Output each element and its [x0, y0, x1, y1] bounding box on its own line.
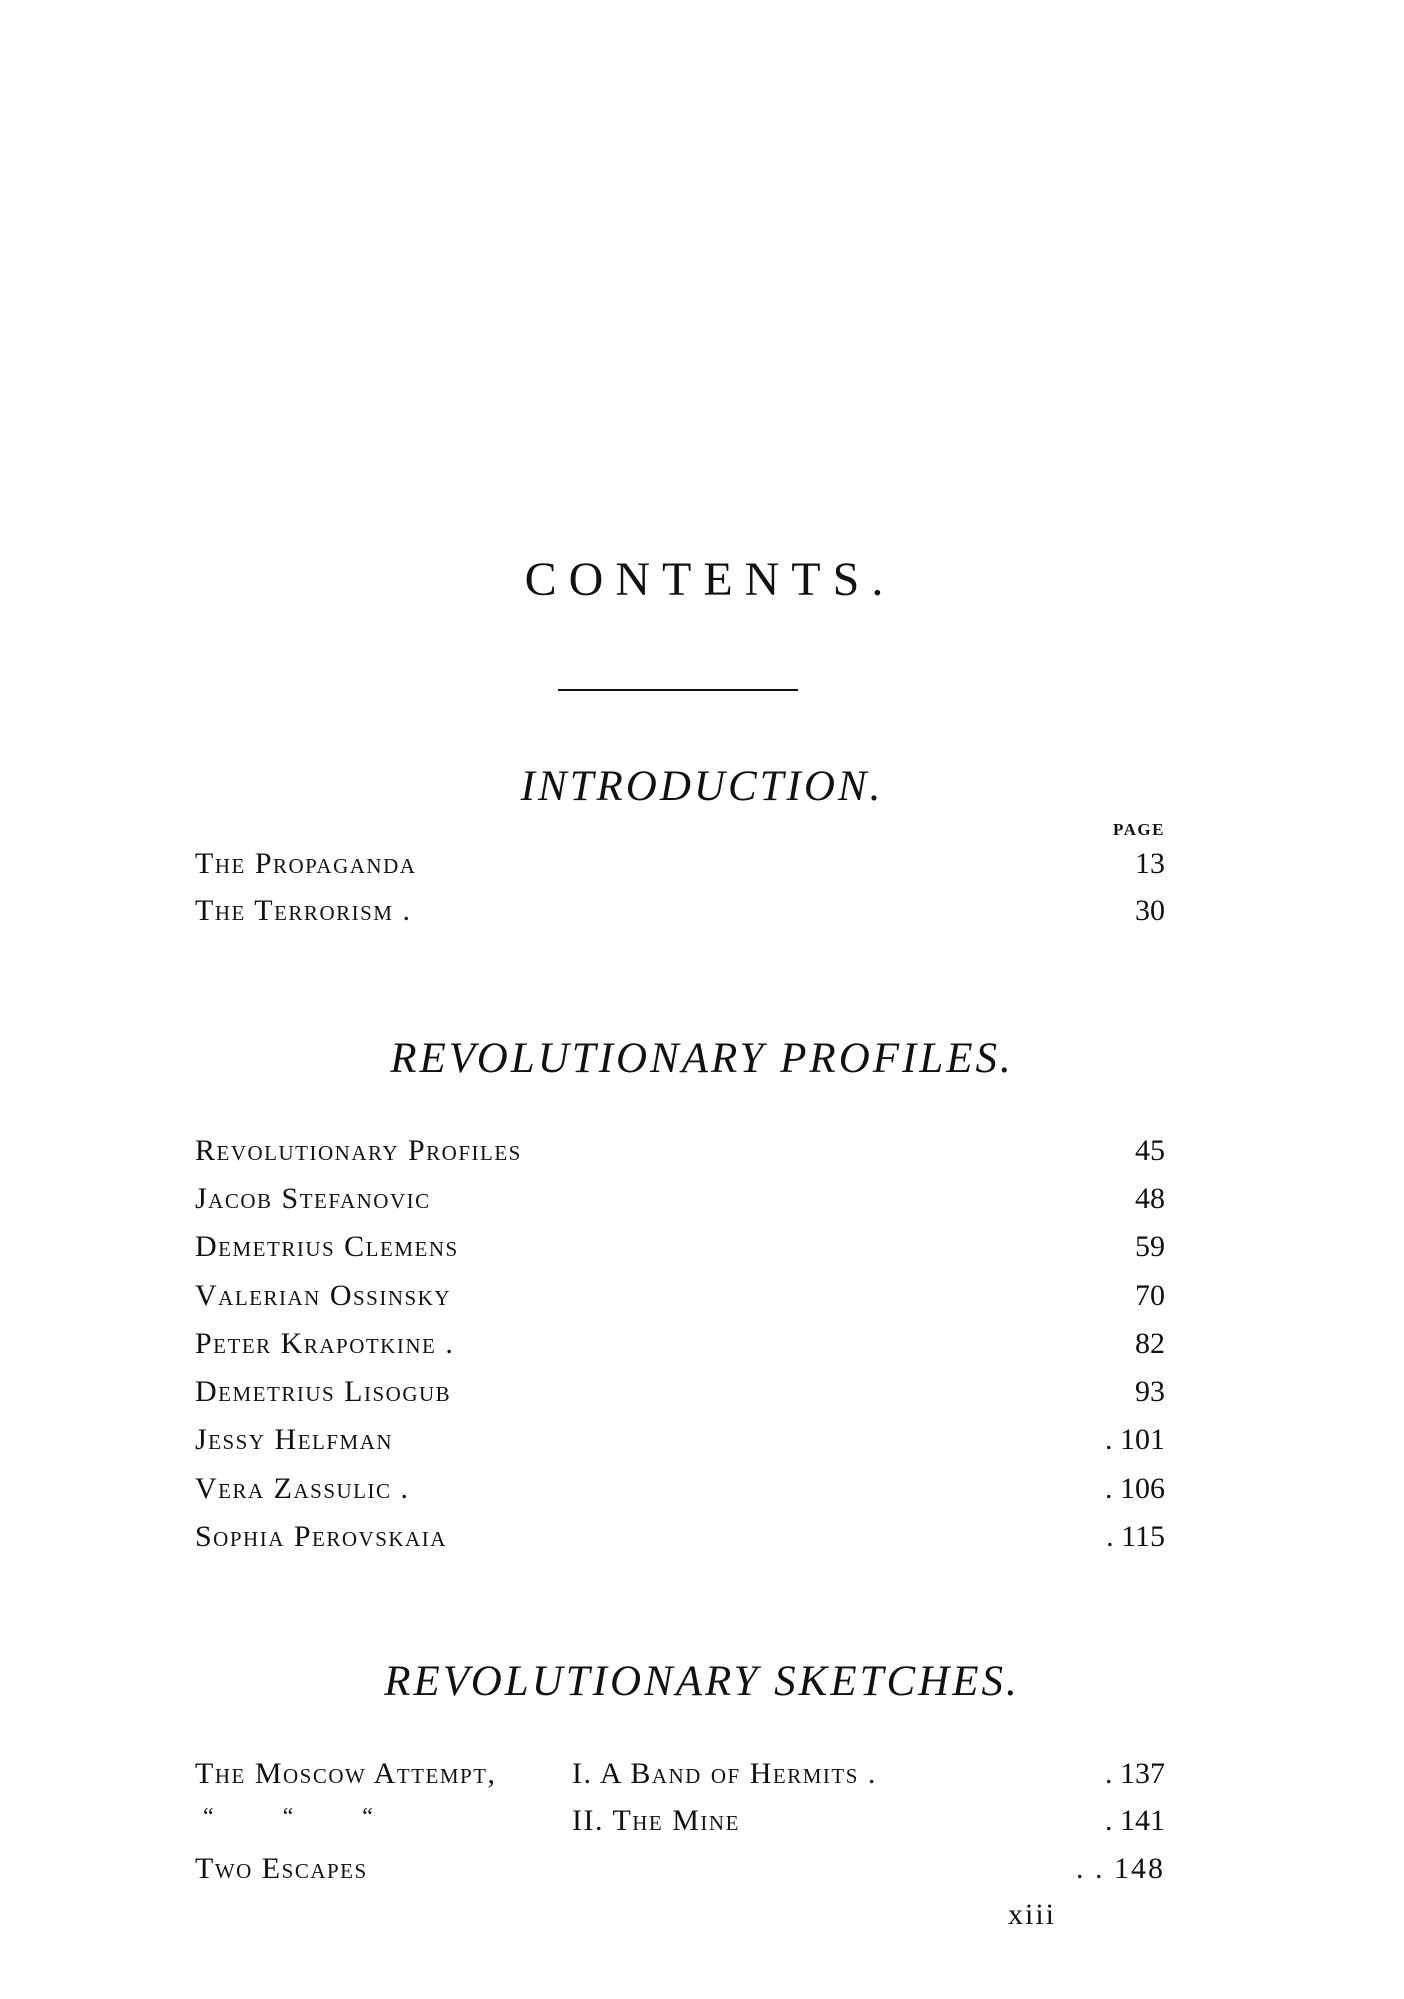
toc-entry[interactable] — [195, 1134, 1165, 1174]
entry-title: The Propaganda — [195, 847, 417, 880]
entry-page: 45 — [1135, 1134, 1165, 1167]
entry-page: . 141 — [1105, 1804, 1165, 1837]
toc-entry[interactable] — [195, 847, 1165, 887]
entry-page: . 115 — [1106, 1520, 1165, 1553]
entry-title: The Moscow Attempt, — [195, 1757, 497, 1790]
toc-entry[interactable] — [195, 1230, 1165, 1270]
page-column-label: PAGE — [1113, 820, 1165, 839]
entry-subtitle: II. The Mine — [572, 1804, 740, 1837]
toc-entry[interactable] — [195, 1472, 1165, 1512]
entry-title: Two Escapes — [195, 1852, 368, 1885]
entry-title: Peter Krapotkine . — [195, 1327, 455, 1360]
entry-page: 30 — [1135, 894, 1165, 927]
entry-page: . . 148 — [1076, 1852, 1165, 1885]
toc-entry[interactable] — [195, 1757, 1165, 1797]
entry-title: Demetrius Lisogub — [195, 1375, 452, 1408]
entry-title: The Terrorism . — [195, 894, 412, 927]
toc-entry[interactable] — [195, 1852, 1165, 1892]
section-heading-profiles: REVOLUTIONARY PROFILES. — [390, 1035, 1014, 1082]
toc-entry[interactable] — [195, 1804, 1165, 1844]
entry-title: Demetrius Clemens — [195, 1230, 459, 1263]
entry-title: Sophia Perovskaia — [195, 1520, 447, 1553]
toc-entry[interactable] — [195, 1279, 1165, 1319]
entry-title: Revolutionary Profiles — [195, 1134, 522, 1167]
entry-page: 13 — [1135, 847, 1165, 880]
entry-title: Vera Zassulic . — [195, 1472, 410, 1505]
entry-subtitle: I. A Band of Hermits . — [572, 1757, 877, 1790]
entry-page: 59 — [1135, 1230, 1165, 1263]
entry-title: Jessy Helfman — [195, 1423, 394, 1456]
ditto-marks: “ “ “ — [203, 1804, 375, 1830]
entry-title: Valerian Ossinsky — [195, 1279, 452, 1312]
toc-entry[interactable] — [195, 1327, 1165, 1367]
section-heading-introduction: INTRODUCTION. — [520, 763, 884, 810]
toc-entry[interactable] — [195, 894, 1165, 934]
toc-entry[interactable] — [195, 1423, 1165, 1463]
entry-page: . 101 — [1105, 1423, 1165, 1456]
entry-page: 70 — [1135, 1279, 1165, 1312]
section-heading-sketches: REVOLUTIONARY SKETCHES. — [384, 1658, 1020, 1705]
entry-page: 48 — [1135, 1182, 1165, 1215]
title-rule — [558, 689, 798, 691]
entry-page: 93 — [1135, 1375, 1165, 1408]
entry-page: . 137 — [1105, 1757, 1165, 1790]
toc-entry[interactable] — [195, 1375, 1165, 1415]
page-title: CONTENTS. — [524, 553, 896, 606]
entry-title: Jacob Stefanovic — [195, 1182, 431, 1215]
page-folio: xiii — [1008, 1898, 1057, 1931]
toc-entry[interactable] — [195, 1520, 1165, 1560]
entry-page: . 106 — [1105, 1472, 1165, 1505]
toc-entry[interactable] — [195, 1182, 1165, 1222]
entry-page: 82 — [1135, 1327, 1165, 1360]
